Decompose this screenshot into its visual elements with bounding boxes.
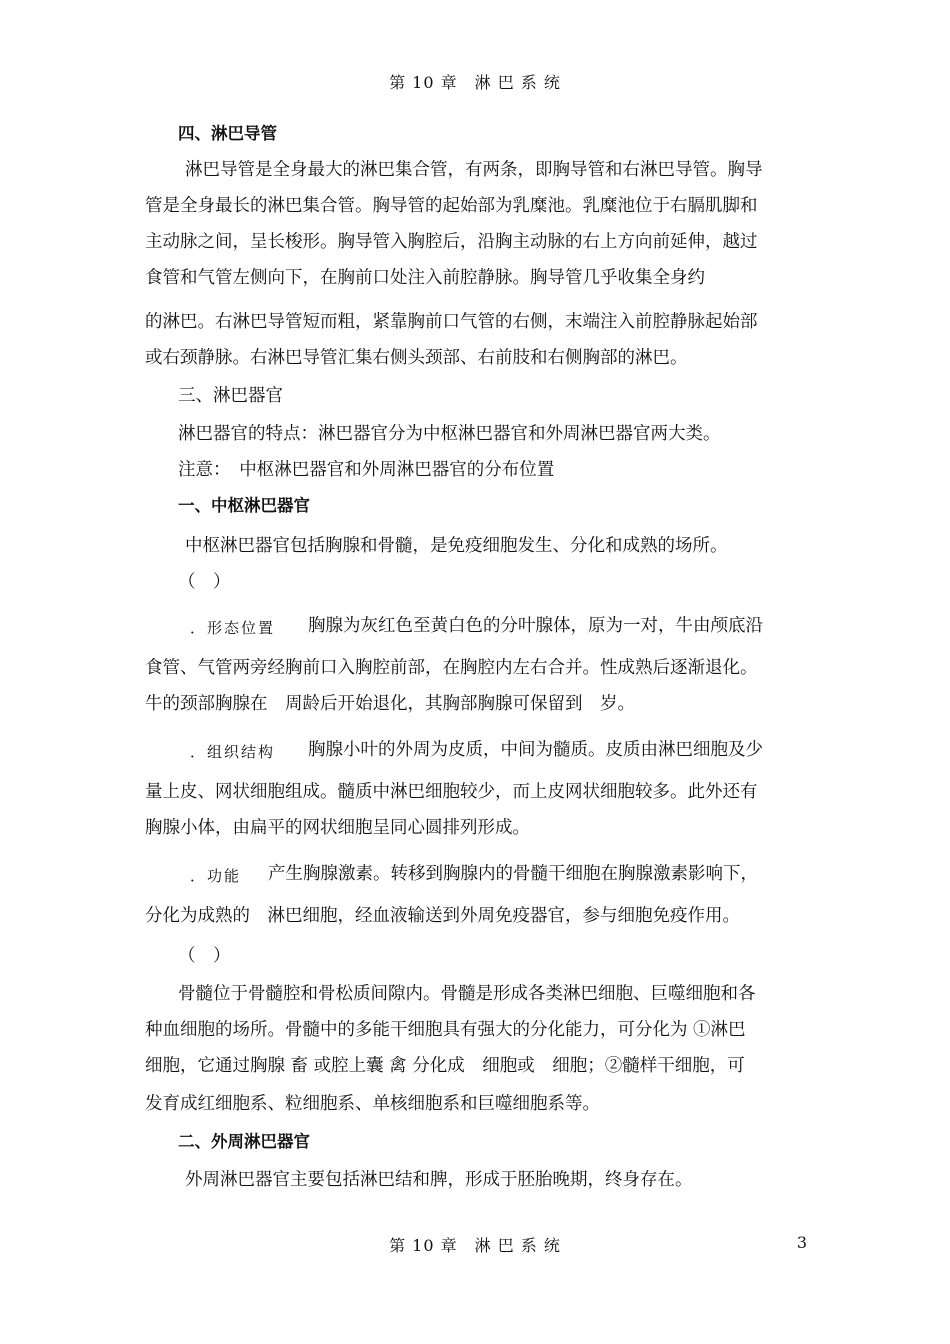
paragraph-line: 细胞，它通过胸腺 畜 或腔上囊 禽 分化成 细胞或 细胞；②髓样干细胞，可 xyxy=(145,1056,745,1076)
subsection-label: ．形态位置 xyxy=(190,619,276,637)
paragraph-line: 主动脉之间，呈长梭形。胸导管入胸腔后，沿胸主动脉的右上方向前延伸，越过 xyxy=(145,232,758,252)
page-number: 3 xyxy=(796,1233,807,1252)
subsection-label: ．功能 xyxy=(190,867,242,885)
paragraph-line: 食管、气管两旁经胸前口入胸腔前部，在胸腔内左右合并。性成熟后逐渐退化。 xyxy=(145,658,758,678)
paragraph-line: 骨髓位于骨髓腔和骨松质间隙内。骨髓是形成各类淋巴细胞、巨噬细胞和各 xyxy=(178,984,756,1004)
paragraph-line: 淋巴导管是全身最大的淋巴集合管，有两条，即胸导管和右淋巴导管。胸导 xyxy=(185,160,763,180)
section-heading: 一、中枢淋巴器官 xyxy=(178,496,310,515)
paragraph-line: 管是全身最长的淋巴集合管。胸导管的起始部为乳糜池。乳糜池位于右膈肌脚和 xyxy=(145,196,758,216)
subsection-marker: （ ） xyxy=(178,946,231,966)
note-line: 注意： 中枢淋巴器官和外周淋巴器官的分布位置 xyxy=(178,460,555,480)
paragraph-line: 种血细胞的场所。骨髓中的多能干细胞具有强大的分化能力，可分化为 ①淋巴 xyxy=(145,1020,746,1040)
paragraph-line: 胸腺小叶的外周为皮质，中间为髓质。皮质由淋巴细胞及少 xyxy=(308,740,763,760)
paragraph-line: 食管和气管左侧向下，在胸前口处注入前腔静脉。胸导管几乎收集全身约 xyxy=(145,268,705,288)
paragraph-line: 发育成红细胞系、粒细胞系、单核细胞系和巨噬细胞系等。 xyxy=(145,1094,600,1114)
subsection-marker: （ ） xyxy=(178,572,231,592)
paragraph-line: 分化为成熟的 淋巴细胞，经血液输送到外周免疫器官，参与细胞免疫作用。 xyxy=(145,906,740,926)
paragraph-line: 牛的颈部胸腺在 周龄后开始退化，其胸部胸腺可保留到 岁。 xyxy=(145,694,635,714)
paragraph-line: 胸腺为灰红色至黄白色的分叶腺体，原为一对，牛由颅底沿 xyxy=(308,616,763,636)
paragraph-line: 量上皮、网状细胞组成。髓质中淋巴细胞较少，而上皮网状细胞较多。此外还有 xyxy=(145,782,758,802)
paragraph-line: 胸腺小体，由扁平的网状细胞呈同心圆排列形成。 xyxy=(145,818,530,838)
paragraph-line: 产生胸腺激素。转移到胸腺内的骨髓干细胞在胸腺激素影响下， xyxy=(268,864,758,884)
page-footer: 第 10 章 淋 巴 系 统 xyxy=(389,1236,561,1255)
section-heading: 二、外周淋巴器官 xyxy=(178,1132,310,1151)
subsection-label: ．组织结构 xyxy=(190,743,276,761)
paragraph-line: 淋巴器官的特点：淋巴器官分为中枢淋巴器官和外周淋巴器官两大类。 xyxy=(178,424,721,444)
page-header: 第 10 章 淋 巴 系 统 xyxy=(389,73,561,92)
paragraph-line: 外周淋巴器官主要包括淋巴结和脾，形成于胚胎晚期，终身存在。 xyxy=(185,1170,693,1190)
paragraph-line: 中枢淋巴器官包括胸腺和骨髓，是免疫细胞发生、分化和成熟的场所。 xyxy=(185,536,728,556)
paragraph-line: 的淋巴。右淋巴导管短而粗，紧靠胸前口气管的右侧，末端注入前腔静脉起始部 xyxy=(145,312,758,332)
paragraph-line: 或右颈静脉。右淋巴导管汇集右侧头颈部、右前肢和右侧胸部的淋巴。 xyxy=(145,348,688,368)
section-heading: 三、淋巴器官 xyxy=(178,386,283,406)
section-heading: 四、淋巴导管 xyxy=(178,124,277,143)
